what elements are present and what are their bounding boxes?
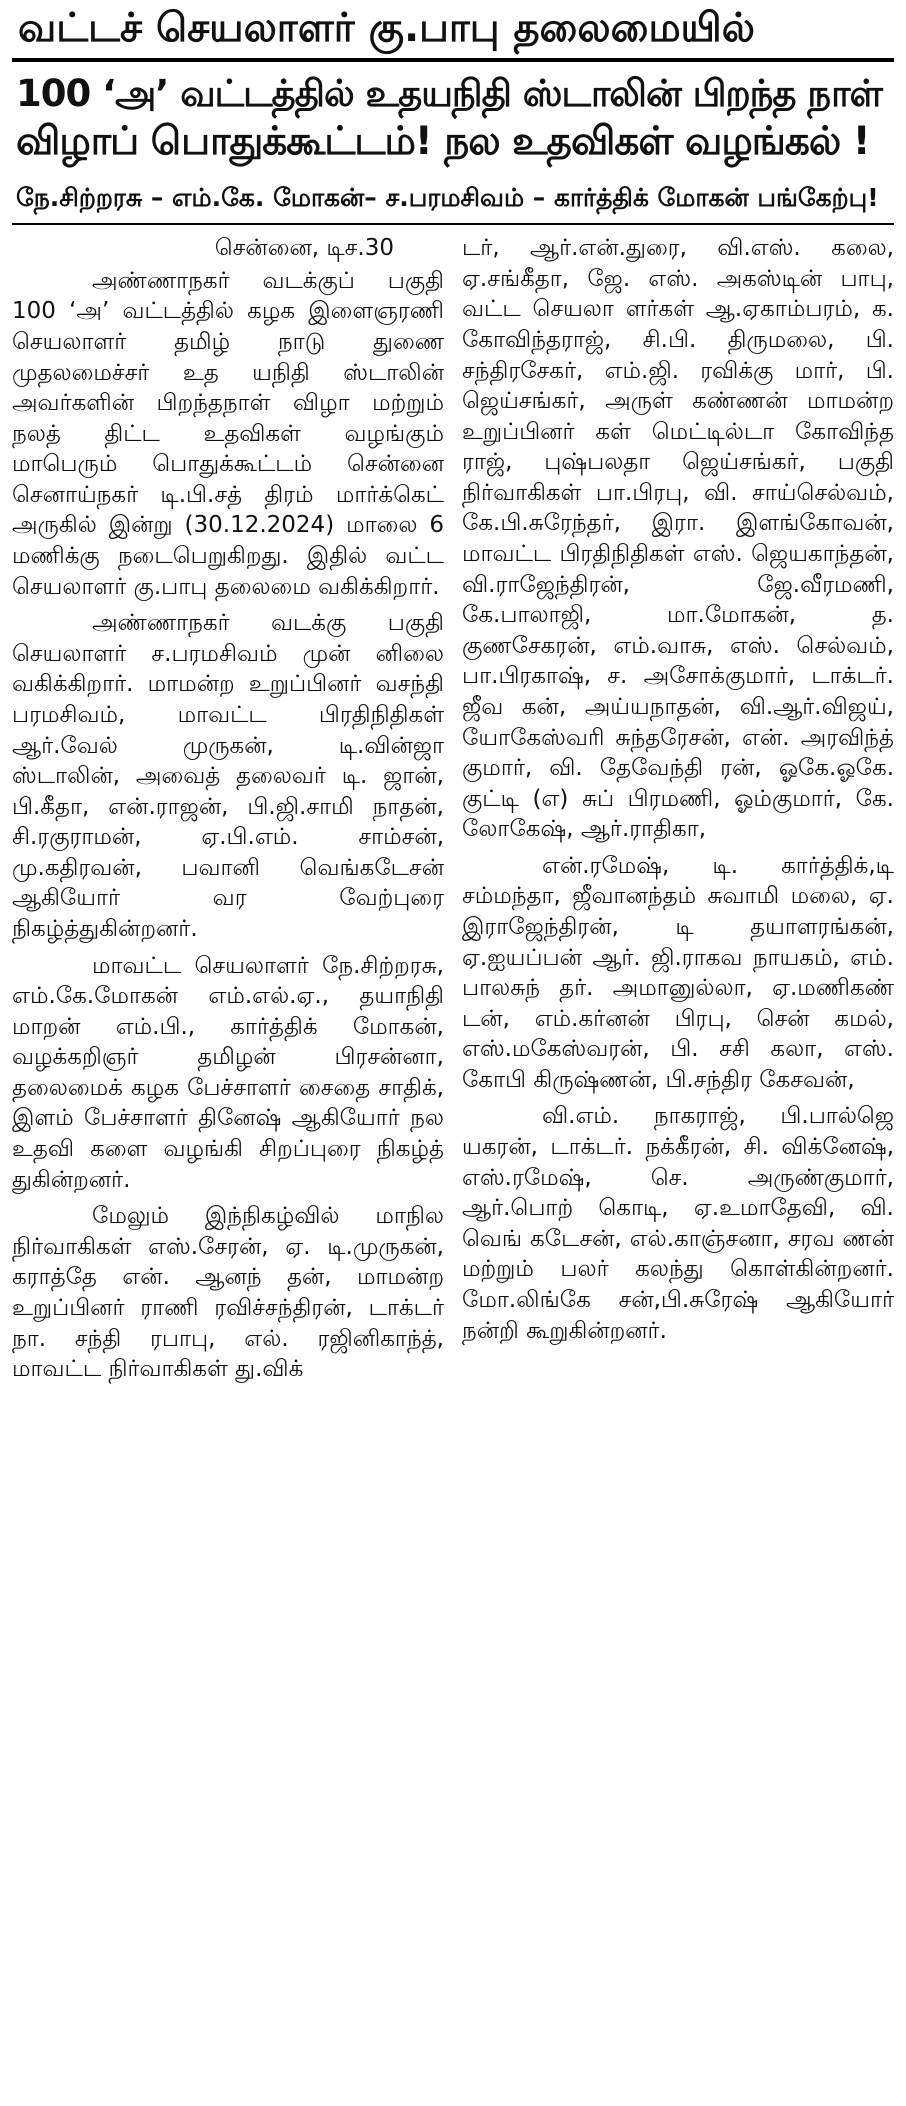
paragraph: டர், ஆர்.என்.துரை, வி.எஸ். கலை, ஏ.சங்கீதா, ஜே. எஸ். அகஸ்டின் பாபு, வட்ட செயலா ளர்கள் ஆ.ஏகாம்பரம், க. கோவிந்தராஜ், சி.பி. திருமலை, பி. சந்திரசேகர், எம்.ஜி. ரவிக்கு மார், பி. ஜெய்சங்கர், அருள் கண்ணன் மாமன்ற உறுப்பினர் கள் மெட்டில்டா கோவிந்த ராஜ், புஷ்பலதா ஜெய்சங்கர், பகுதி நிர்வாகிகள் பா.பிரபு, வி. சாய்செல்வம், கே.பி.சுரேந்தர், இரா. இளங்கோவன், மாவட்ட பிரதிநிதிகள் எஸ். ஜெயகாந்தன், வி.ராஜேந்திரன், ஜே.வீரமணி, கே.பாலாஜி, மா.மோகன், த. குணசேகரன், எம்.வாசு, எஸ். செல்வம், பா.பிரகாஷ், ச. அசோக்குமார், டாக்டர். ஜீவ கன், அய்யநாதன், வி.ஆர்.விஜய், யோகேஸ்வரி சுந்தரேசன், என். அரவிந்த் குமார், வி. தேவேந்தி ரன், ஓகே.ஓகே. குட்டி (எ) சுப் பிரமணி, ஓம்குமார், கே. லோகேஷ், ஆர்.ராதிகா,: [462, 235, 894, 843]
paragraph: என்.ரமேஷ், டி. கார்த்திக்,டி சம்மந்தா, ஜீவானந்தம் சுவாமி மலை, ஏ. இராஜேந்திரன், டி தயாளரங்கன், ஏ.ஐயப்பன் ஆர். ஜி.ராகவ நாயகம், எம். பாலசுந் தர். அமானுல்லா, ஏ.மணிகண் டன், எம்.கர்னன் பிரபு, சென் கமல், எஸ்.மகேஸ்வரன், பி. சசி கலா, எஸ். கோபி கிருஷ்ணன், பி.சந்திர கேசவன்,: [462, 852, 894, 1093]
paragraph: மேலும் இந்நிகழ்வில் மாநில நிர்வாகிகள் எஸ்.சேரன், ஏ. டி.முருகன், கராத்தே என். ஆனந் தன், மாமன்ற உறுப்பினர் ராணி ரவிச்சந்திரன், டாக்டர் நா. சந்தி ரபாபு, எல். ரஜினிகாந்த், மாவட்ட நிர்வாகிகள் து.விக்: [12, 1203, 444, 1383]
right-column: [462, 233, 894, 1390]
paragraph: அண்ணாநகர் வடக்கு பகுதி செயலாளர் ச.பரமசிவம் முன் னிலை வகிக்கிறார். மாமன்ற உறுப்பினர் வசந்தி பரமசிவம், மாவட்ட பிரதிநிதிகள் ஆர்.வேல் முருகன், டி.வின்ஜா ஸ்டாலின், அவைத் தலைவர் டி. ஜான், பி.கீதா, என்.ராஜன், பி.ஜி.சாமி நாதன், சி.ரகுராமன், ஏ.பி.எம். சாம்சன், மு.கதிரவன், பவானி வெங்கடேசன் ஆகியோர் வர வேற்புரை நிகழ்த்துகின்றனர்.: [12, 610, 444, 942]
kicker-line: வட்டச் செயலாளர் கு.பாபு தலைமையில்: [12, 0, 894, 62]
article-body: [12, 225, 894, 1390]
paragraph: அண்ணாநகர் வடக்குப் பகுதி 100 ‘அ’ வட்டத்தில் கழக இளைஞரணி செயலாளர் தமிழ் நாடு துணை முதலமைச்சர் உத யநிதி ஸ்டாலின் அவர்களின் பிறந்தநாள் விழா மற்றும் நலத் திட்ட உதவிகள் வழங்கும் மாபெரும் பொதுக்கூட்டம் சென்னை செனாய்நகர் டி.பி.சத் திரம் மார்க்கெட் அருகில் இன்று (30.12.2024) மாலை 6 மணிக்கு நடைபெறுகிறது. இதில் வட்ட செயலாளர் கு.பாபு தலைமை வகிக்கிறார்.: [12, 267, 444, 600]
headline-line-2: விழாப் பொதுக்கூட்டம்! நல உதவிகள் வழங்கல் !: [16, 119, 870, 165]
dateline: சென்னை, டிச.30: [214, 235, 394, 262]
left-column: [12, 233, 444, 1390]
paragraph: வி.எம். நாகராஜ், பி.பால்ஜெ யகரன், டாக்டர். நக்கீரன், சி. விக்னேஷ், எஸ்.ரமேஷ், செ. அருண்குமார், ஆர்.பொற் கொடி, ஏ.உமாதேவி, வி. வெங் கடேசன், எல்.காஞ்சனா, சரவ ணன் மற்றும் பலர் கலந்து கொள்கின்றனர். மோ.லிங்கே சன்,பி.சுரேஷ் ஆகியோர் நன்றி கூறுகின்றனர்.: [462, 1103, 894, 1344]
subheadline: நே.சிற்றரசு – எம்.கே. மோகன்– ச.பரமசிவம் – கார்த்திக் மோகன் பங்கேற்பு!: [12, 173, 894, 225]
headline: [12, 62, 894, 173]
headline-line-1: 100 ‘அ’ வட்டத்தில் உதயநிதி ஸ்டாலின் பிறந்த நாள்: [16, 72, 882, 115]
paragraph: மாவட்ட செயலாளர் நே.சிற்றரசு, எம்.கே.மோகன் எம்.எல்.ஏ., தயாநிதி மாறன் எம்.பி., கார்த்திக் மோகன், வழக்கறிஞர் தமிழன் பிரசன்னா, தலைமைக் கழக பேச்சாளர் சைதை சாதிக், இளம் பேச்சாளர் தினேஷ் ஆகியோர் நல உதவி களை வழங்கி சிறப்புரை நிகழ்த் துகின்றனர்.: [12, 952, 444, 1193]
